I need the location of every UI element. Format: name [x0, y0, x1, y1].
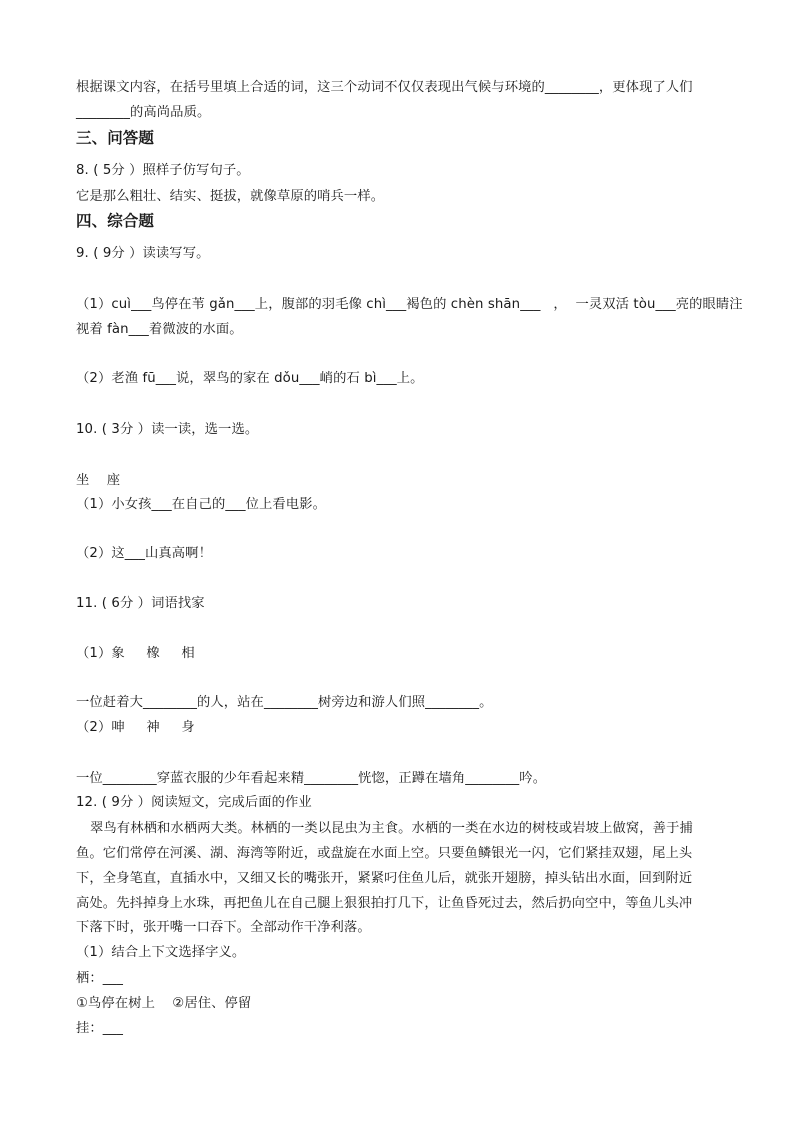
text-line: （1）结合上下文选择字义。 — [76, 945, 246, 960]
question-title: 8. ( 5分 ）照样子仿写句子。 — [76, 163, 250, 178]
text-line: （1）cuì___鸟停在苇 gǎn___上，腹部的羽毛像 chì___褐色的 chèn shān___ ， 一灵双活 tòu___亮的眼睛注 — [76, 297, 743, 312]
text-line: 它是那么粗壮、结实、挺拔，就像草原的哨兵一样。 — [76, 189, 385, 204]
text-line: （2）呻 神 身 — [76, 720, 195, 735]
passage-line: 翠鸟有林栖和水栖两大类。林栖的一类以昆虫为主食。水栖的一类在水边的树枝或岩坡上做窝，善于捕 — [90, 821, 693, 836]
question-title: 11. ( 6分 ）词语找家 — [76, 596, 205, 611]
text-line: 根据课文内容，在括号里填上合适的词，这三个动词不仅仅表现出气候与环境的________，更体现了人们 — [76, 80, 693, 95]
question-title: 10. ( 3分 ）读一读，选一选。 — [76, 422, 259, 437]
passage-line: 高处。先抖掉身上水珠，再把鱼儿在自己腿上狠狠拍打几下，让鱼昏死过去，然后扔向空中，等鱼儿头冲 — [76, 896, 693, 911]
text-line: 挂：___ — [76, 1021, 124, 1036]
text-line: 视着 fàn___着微波的水面。 — [76, 322, 243, 337]
text-line: （1）小女孩___在自己的___位上看电影。 — [76, 497, 327, 512]
text-line: （1）象 橡 相 — [76, 646, 195, 661]
section-heading: 四、综合题 — [76, 212, 155, 230]
text-line: 一位________穿蓝衣服的少年看起来精________恍惚，正蹲在墙角________吟。 — [76, 771, 547, 786]
text-line: ①鸟停在树上 ②居住、停留 — [76, 996, 252, 1011]
passage-line: 下，全身笔直，直插水中，又细又长的嘴张开，紧紧叼住鱼儿后，就张开翅膀，掉头钻出水面，回到附近 — [76, 871, 693, 886]
text-line: （2）这___山真高啊！ — [76, 546, 212, 561]
text-line: 一位赶着大________的人，站在________树旁边和游人们照________。 — [76, 695, 493, 710]
passage-line: 下落下时，张开嘴一口吞下。全部动作干净利落。 — [76, 920, 371, 935]
text-line: 栖：___ — [76, 971, 124, 986]
passage-line: 鱼。它们常停在河溪、湖、海湾等附近，或盘旋在水面上空。只要鱼鳞银光一闪，它们紧挂双翅，尾上头 — [76, 846, 693, 861]
text-line: 坐 座 — [76, 473, 121, 488]
question-title: 12. ( 9分 ）阅读短文，完成后面的作业 — [76, 795, 312, 810]
question-title: 9. ( 9分 ）读读写写。 — [76, 246, 210, 261]
text-line: ________的高尚品质。 — [76, 105, 211, 120]
text-line: （2）老渔 fū___说，翠鸟的家在 dǒu___峭的石 bì___上。 — [76, 371, 424, 386]
section-heading: 三、问答题 — [76, 129, 155, 147]
